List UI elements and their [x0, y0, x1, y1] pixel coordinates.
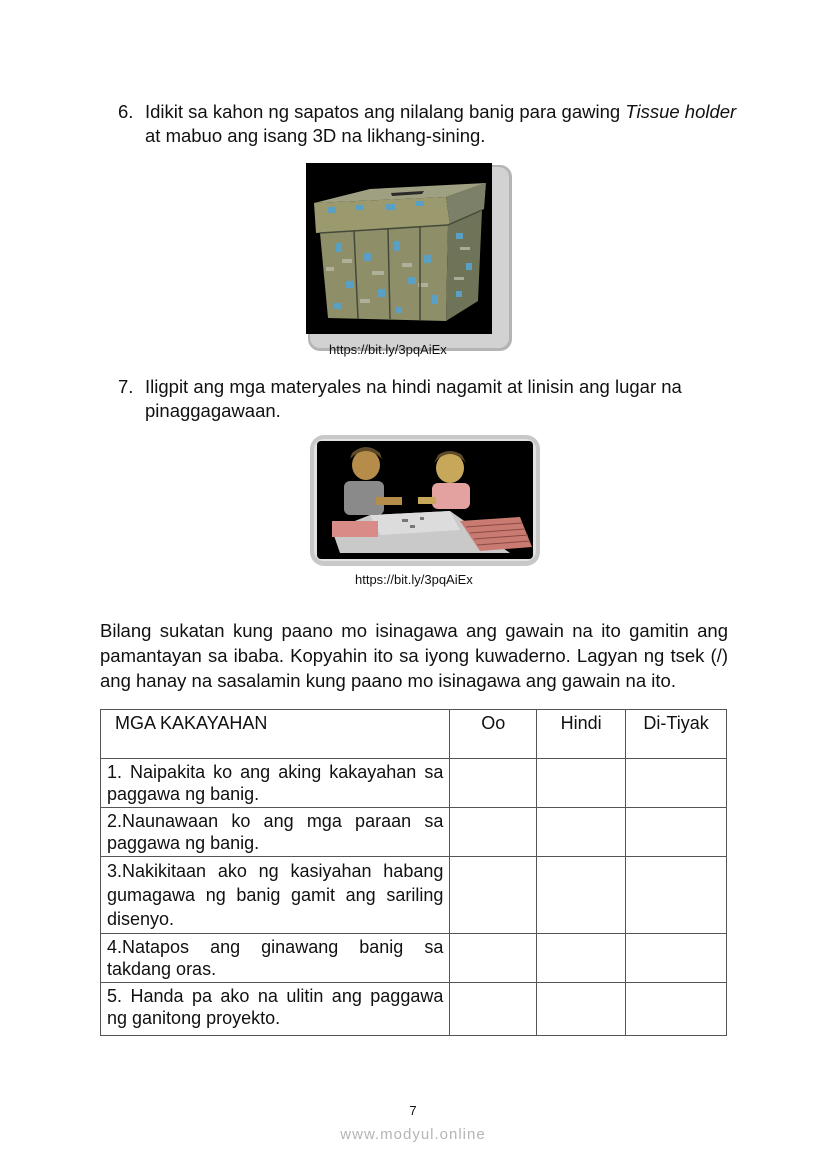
- children-cleaning-illustration: [310, 435, 540, 566]
- check-cell[interactable]: [537, 983, 626, 1036]
- step-number: 7.: [118, 376, 134, 397]
- step-6: [118, 100, 738, 148]
- check-cell[interactable]: [450, 934, 537, 983]
- step-number: 6.: [118, 101, 134, 122]
- check-cell[interactable]: [450, 759, 537, 808]
- header-yes: Oo: [450, 710, 537, 759]
- check-cell[interactable]: [537, 808, 626, 857]
- check-cell[interactable]: [626, 983, 727, 1036]
- header-skills: MGA KAKAYAHAN: [101, 710, 450, 759]
- check-cell[interactable]: [626, 759, 727, 808]
- step-text: Iligpit ang mga materyales na hindi nagamit at linisin ang lugar na pinaggagawaan.: [145, 376, 682, 421]
- image-caption: https://bit.ly/3pqAiEx: [355, 572, 473, 587]
- check-cell[interactable]: [450, 857, 537, 934]
- criterion-cell: 3.Nakikitaan ako ng kasiyahan habang gumagawa ng banig gamit ang sariling disenyo.: [101, 857, 450, 934]
- instructions-paragraph: Bilang sukatan kung paano mo isinagawa ang gawain na ito gamitin ang pamantayan sa ibaba. Kopyahin ito sa iyong kuwaderno. Lagyan ng tsek (/) ang hanay na sasalamin kung paano mo isinagawa ang gawain na ito.: [100, 620, 728, 691]
- watermark: www.modyul.online: [340, 1126, 486, 1143]
- header-unsure: Di-Tiyak: [626, 710, 727, 759]
- check-cell[interactable]: [626, 857, 727, 934]
- criterion-cell: 2.Naunawaan ko ang mga paraan sa paggawa ng banig.: [101, 808, 450, 857]
- check-cell[interactable]: [626, 808, 727, 857]
- image-caption: https://bit.ly/3pqAiEx: [329, 342, 447, 357]
- check-cell[interactable]: [537, 934, 626, 983]
- criterion-cell: 5. Handa pa ako na ulitin ang paggawa ng ganitong proyekto.: [101, 983, 450, 1036]
- table-header-row: [101, 710, 727, 759]
- table-row: [101, 857, 727, 934]
- cleanup-image: [310, 435, 540, 566]
- tissue-box-illustration: [306, 163, 512, 351]
- table-row: [101, 983, 727, 1036]
- check-cell[interactable]: [450, 983, 537, 1036]
- table-row: [101, 934, 727, 983]
- table-row: [101, 759, 727, 808]
- check-cell[interactable]: [626, 934, 727, 983]
- step-text: Idikit sa kahon ng sapatos ang nilalang banig para gawing Tissue holder at mabuo ang isang 3D na likhang-sining.: [145, 101, 737, 146]
- rubric-table: [100, 709, 727, 1036]
- page-number: 7: [409, 1103, 417, 1118]
- check-cell[interactable]: [537, 857, 626, 934]
- criterion-cell: 1. Naipakita ko ang aking kakayahan sa paggawa ng banig.: [101, 759, 450, 808]
- check-cell[interactable]: [450, 808, 537, 857]
- check-cell[interactable]: [537, 759, 626, 808]
- criterion-cell: 4.Natapos ang ginawang banig sa takdang oras.: [101, 934, 450, 983]
- header-no: Hindi: [537, 710, 626, 759]
- table-row: [101, 808, 727, 857]
- step-7: [118, 375, 738, 423]
- tissue-box-image: [306, 163, 512, 351]
